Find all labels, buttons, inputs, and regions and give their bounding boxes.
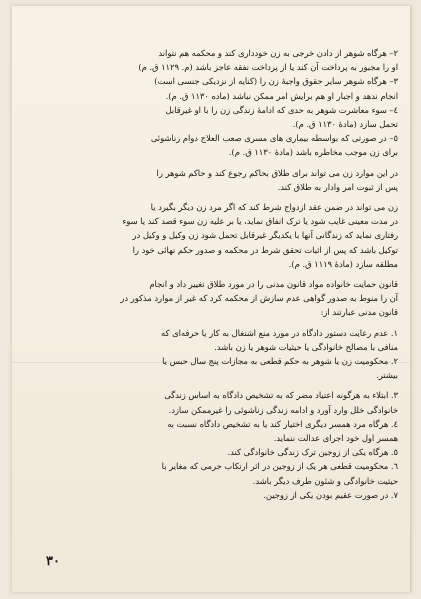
text-line: ٥– در صورتی که بواسطه بیماری های مسری صعب العلاج دوام زناشوئی bbox=[150, 133, 398, 144]
text-line: مطلقه سازد (مادهٔ ۱۱۱۹ ق. م). bbox=[288, 258, 398, 269]
text-line: قانون مدنی عبارتند از: bbox=[320, 307, 398, 318]
text-line: آن را منوط به صدور گواهی عدم سازش از محکمه کرد که غیر از موارد مذکور در bbox=[120, 293, 398, 304]
text-line: در این موارد زن می تواند برای طلاق بحاکم رجوع کند و حاکم شوهر را bbox=[156, 167, 398, 178]
page-number: ۳۰ bbox=[46, 554, 60, 569]
text-line: ۲. محکومیت زن یا شوهر به حکم قطعی به مجازات پنج سال حبس یا bbox=[162, 356, 398, 367]
text-line: منافی با مصالح خانوادگی یا حیثیات شوهر یا زن باشد. bbox=[214, 341, 398, 352]
text-line: زن می تواند در ضمن عقد ازدواج شرط کند که اگر مرد زن دیگر بگیرد یا bbox=[150, 202, 398, 213]
text-line: ۳– هرگاه شوهر سایر حقوق واجبهٔ زن را (کنایه از نزدیکی جنسی است) bbox=[154, 76, 398, 87]
text-line: توکیل باشد که پس از اثبات تحقق شرط در محکمه و صدور حکم نهائی خود را bbox=[132, 244, 398, 255]
text-line: ٦. محکومیت قطعی هر یک از زوجین در اثر ارتکاب جرمی که مغایر با bbox=[161, 461, 398, 472]
text-line: ۷. در صورت عقیم بودن یکی از زوجین. bbox=[263, 489, 398, 500]
text-line: ۳. ابتلاء به هرگونه اعتیاد مضر که به تشخیص دادگاه به اساس زندگی bbox=[164, 390, 398, 401]
text-line: برای زن موجب مخاطره باشد (مادهٔ ۱۱۳۰ ق. م). bbox=[228, 147, 398, 158]
text-line: خانوادگی خلل وارد آورد و ادامه زندگی زناشوئی را غیرممکن سازد. bbox=[168, 404, 398, 415]
text-line: در مدت معینی غایب شود یا ترک انفاق نماید، یا بر علیه زن سوء قصد کند یا سوء bbox=[122, 216, 398, 227]
document-page bbox=[12, 6, 411, 592]
text-line: او را مجبور به پرداخت آن کند یا از پرداخت نفقه عاجز باشد (م. ۱۱۲۹ ق. م) bbox=[138, 62, 398, 73]
text-line: رفتاری نماید که زندگانی آنها با یکدیگر غیرقابل تحمل شود زن وکیل و وکیل در bbox=[132, 230, 398, 241]
text-line: پس از ثبوت امر وادار به طلاق کند. bbox=[277, 181, 398, 192]
text-line: انجام ندهد و اجبار او هم برایش امر ممکن نباشد (ماده ۱۱۳۰ ق. م). bbox=[165, 90, 398, 101]
text-line: ۱. عدم رعایت دستور دادگاه در مورد منع اشتغال به کار یا حرفه‌ای که bbox=[161, 327, 398, 338]
text-line: حیثیت خانوادگی و شئون طرف دیگر باشد. bbox=[252, 475, 398, 486]
text-line: همسر اول خود اجرای عدالت ننماید. bbox=[273, 433, 398, 444]
text-line: بیشتر. bbox=[376, 370, 398, 381]
text-line: ٥. هرگاه یکی از زوجین ترک زندگی خانوادگی کند. bbox=[227, 447, 398, 458]
text-line: ٤. هرگاه مرد همسر دیگری اختیار کند یا به تشخیص دادگاه نسبت به bbox=[167, 418, 398, 429]
text-line: ٤– سوء معاشرت شوهر به حدی که ادامهٔ زندگی زن را با او غیرقابل bbox=[165, 104, 398, 115]
text-line: تحمل سازد (مادهٔ ۱۱۳۰ ق. م). bbox=[292, 119, 398, 130]
text-line: ۲– هرگاه شوهر از دادن خرجی به زن خودداری کند و محکمه هم نتواند bbox=[158, 48, 398, 58]
text-line: قانون حمایت خانواده مواد قانون مدنی را در مورد طلاق تغییر داد و انجام bbox=[149, 279, 398, 290]
body-text bbox=[38, 46, 398, 502]
